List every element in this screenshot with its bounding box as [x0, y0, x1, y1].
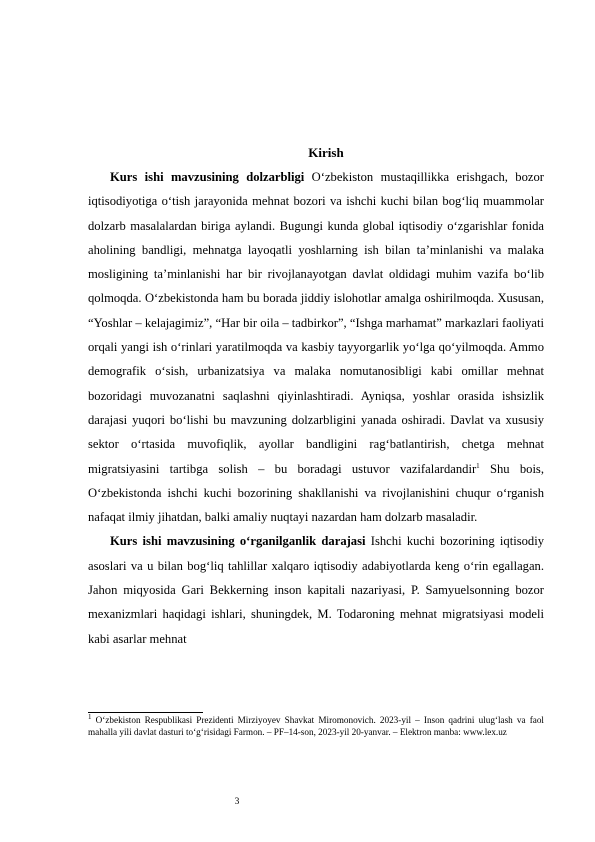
footnote-marker: 1: [88, 712, 92, 721]
paragraph-text-study-degree: Ishchi kuchi bozorining iqtisodiy asoslari va u bilan bog‘liq tahlillar xalqaro iqtisodiy adabiyotlarda keng o‘rin egallagan. Jahon miqyosida Gari Bekkerning inson kapitali nazariyasi, P. Samyuelsonning bozor mexanizmlari haqidagi ishlari, shuningdek, M. Todaroning mehnat migratsiyasi modeli kabi asarlar mehnat: [88, 534, 544, 646]
body-text: [88, 165, 544, 651]
page-number: 3: [234, 797, 240, 807]
footnote-text: O‘zbekiston Respublikasi Prezidenti Mirziyoyev Shavkat Miromonovich. 2023-yil – Inson qadrini ulug‘lash va faol mahalla yili davlat dasturi to‘g‘risidagi Farmon. – PF–14-son, 2023-yil 20-yanvar. – Elektron manba: www.lex.uz: [88, 715, 544, 737]
paragraph-relevance: [88, 165, 544, 529]
paragraph-lead-study-degree: Kurs ishi mavzusining o‘rganilganlik darajasi: [110, 534, 366, 549]
section-title: Kirish: [308, 145, 344, 160]
footnote-reference[interactable]: 1: [476, 461, 480, 470]
footnote: [88, 712, 544, 738]
footnote-area: [88, 712, 544, 738]
paragraph-lead-relevance: Kurs ishi mavzusining dolzarbligi: [110, 170, 305, 184]
footnote-separator: [88, 712, 203, 713]
paragraph-text-relevance: O‘zbekiston mustaqillikka erishgach, bozor iqtisodiyotiga o‘tish jarayonida mehnat bozori va ishchi kuchi bilan bog‘liq muammolar dolzarb masalalardan biriga aylandi. Bugungi kunda global iqtisodiy o‘zgarishlar fonida aholining bandligi, mehnatga layoqatli yoshlarning ish bilan ta’minlanishi va malaka mosligining ta’minlanishi har bir rivojlanayotgan davlat oldidagi muhim vazifa bo‘lib qolmoqda. O‘zbekistonda ham bu borada jiddiy islohotlar amalga oshirilmoqda. Xususan, “Yoshlar – kelajagimiz”, “Har bir oila – tadbirkor”, “Ishga marhamat” markazlari faoliyati orqali yangi ish o‘rinlari yaratilmoqda va kasbiy tayyorgarlik yo‘lga qo‘yilmoqda. Ammo demografik o‘sish, urbanizatsiya va malaka nomutanosibligi kabi omillar mehnat bozoridagi muvozanatni saqlashni qiyinlashtiradi. Ayniqsa, yoshlar orasida ishsizlik darajasi yuqori bo‘lishi bu mavzuning dolzarbligini yanada oshiradi. Davlat va xususiy sektor o‘rtasida muvofiqlik, ayollar bandligini rag‘batlantirish, chetga mehnat migratsiyasini tartibga solish – bu boradagi ustuvor vazifalardandir: [88, 170, 544, 476]
paragraph-study-degree: [88, 529, 544, 650]
paragraph-text-relevance-continued: Shu bois, O‘zbekistonda ishchi kuchi bozorining shakllanishi va rivojlanishini chuqur o‘rganish nafaqat ilmiy jihatdan, balki amaliy nuqtayi nazardan ham dolzarb masaladir.: [88, 461, 544, 525]
